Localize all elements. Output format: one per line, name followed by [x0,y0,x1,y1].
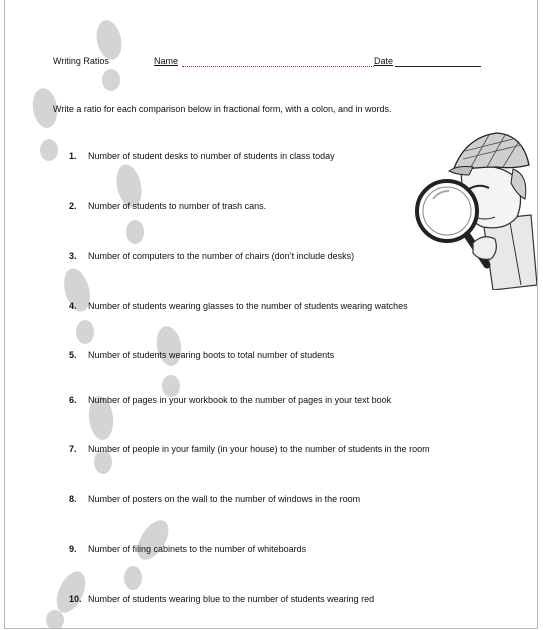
date-field[interactable] [395,66,481,67]
list-item [69,494,360,505]
item-number: 8. [69,494,77,504]
item-text: Number of students to number of trash cans. [88,201,267,211]
name-label: Name [154,56,179,66]
list-item [69,444,430,455]
item-text: Number of computers to the number of chairs (don’t include desks) [88,251,355,261]
item-number: 1. [69,151,77,161]
date-label: Date [374,56,394,66]
item-number: 9. [69,544,77,554]
item-number: 10. [69,594,82,604]
item-number: 2. [69,201,77,211]
list-item [69,544,306,555]
item-text: Number of filing cabinets to the number of whiteboards [88,544,307,554]
item-number: 3. [69,251,77,261]
list-item [69,350,334,361]
item-text: Number of people in your family (in your house) to the number of students in the room [88,444,430,454]
list-item [69,301,408,312]
instructions: Write a ratio for each comparison below in fractional form, with a colon, and in words. [53,104,392,114]
list-item [69,594,374,605]
item-number: 5. [69,350,77,360]
item-number: 4. [69,301,77,311]
list-item [69,201,266,212]
detective-magnifying-glass-icon [413,125,538,290]
item-text: Number of student desks to number of students in class today [88,151,335,161]
worksheet-page [4,0,538,629]
list-item [69,151,335,162]
item-text: Number of pages in your workbook to the number of pages in your text book [88,395,392,405]
list-item [69,251,354,262]
item-text: Number of students wearing blue to the number of students wearing red [88,594,375,604]
name-field[interactable] [182,66,374,67]
item-number: 7. [69,444,77,454]
item-text: Number of students wearing glasses to the number of students wearing watches [88,301,408,311]
footprints-icon [5,0,538,629]
item-text: Number of posters on the wall to the number of windows in the room [88,494,361,504]
list-item [69,395,391,406]
worksheet-title: Writing Ratios [53,56,109,66]
item-number: 6. [69,395,77,405]
item-text: Number of students wearing boots to total number of students [88,350,335,360]
